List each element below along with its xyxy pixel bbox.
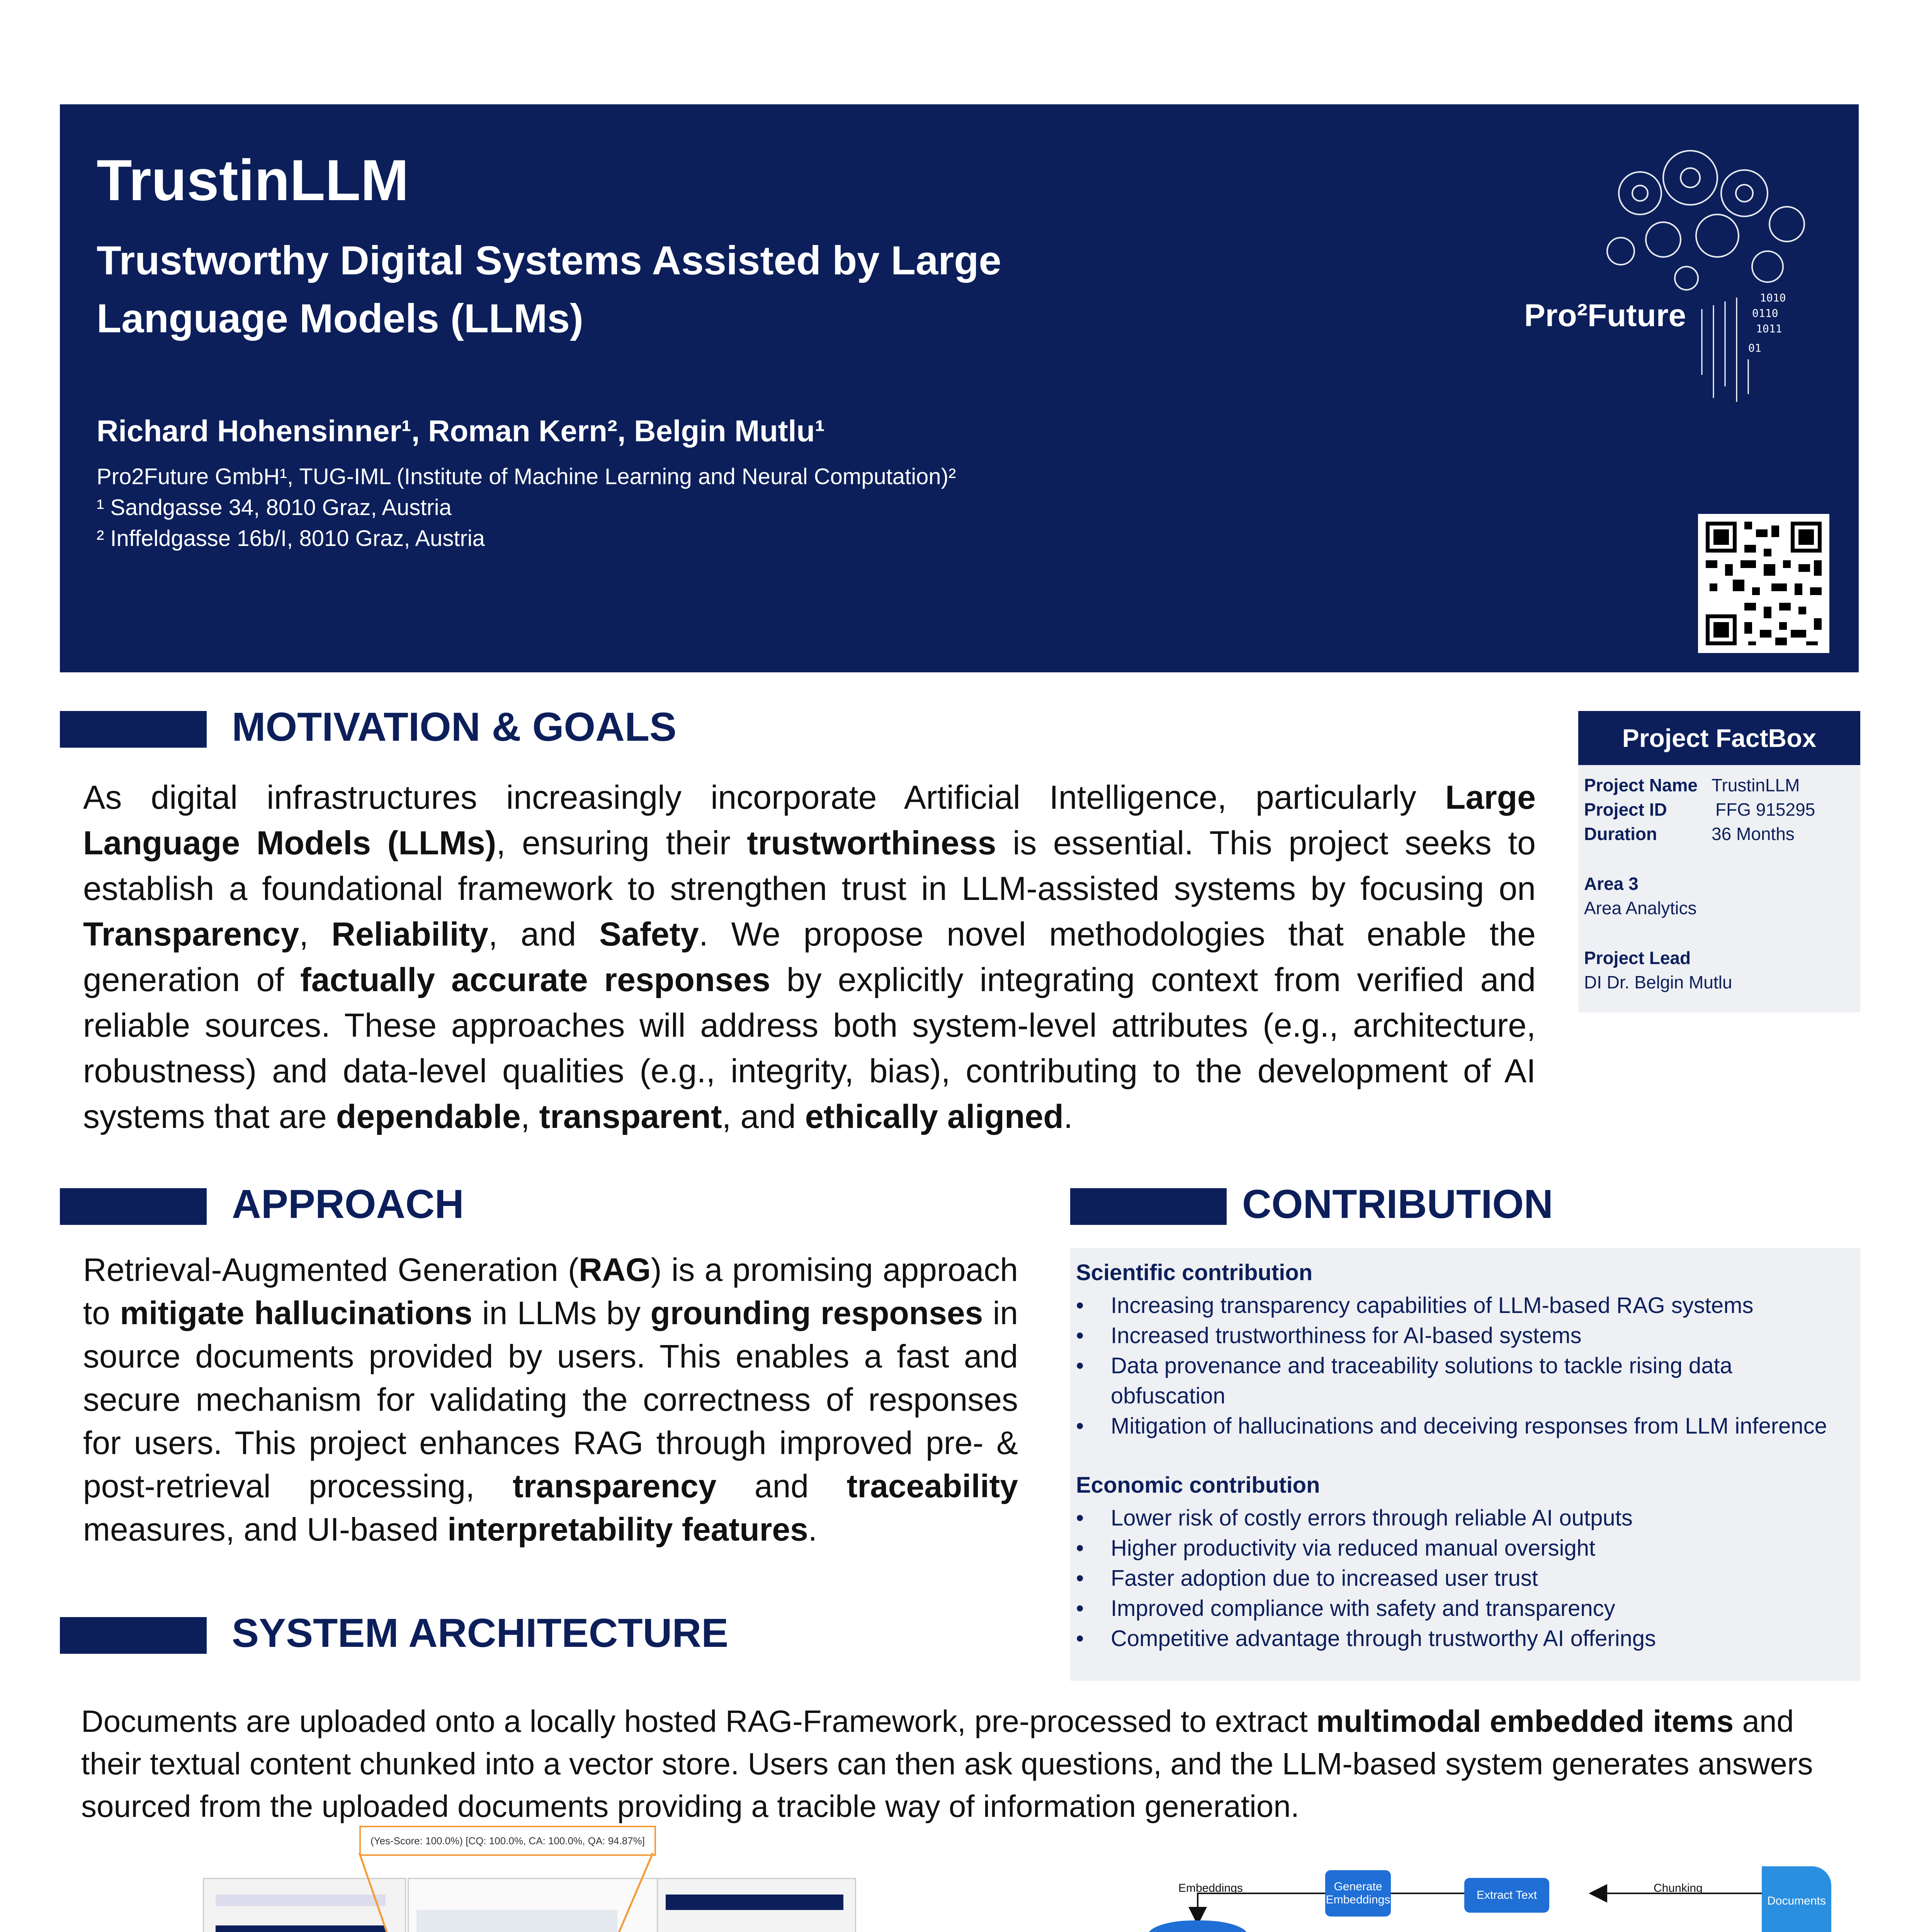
label-embeddings: Embeddings: [1178, 1882, 1243, 1895]
factbox-label: Project ID: [1584, 799, 1667, 820]
section-title-contribution: CONTRIBUTION: [1242, 1182, 1553, 1227]
factbox-label: Project Name: [1584, 775, 1698, 795]
economic-heading: Economic contribution: [1076, 1473, 1320, 1498]
node-documents: Documents: [1762, 1866, 1831, 1932]
factbox-label: Duration: [1584, 824, 1657, 844]
list-item: • Higher productivity via reduced manual oversight: [1076, 1536, 1596, 1561]
economic-list: [1076, 1503, 1845, 1654]
score-badge: (Yes-Score: 100.0%) [CQ: 100.0%, CA: 100.0%, QA: 94.87%]: [359, 1826, 656, 1856]
address-line-2: ² Inffeldgasse 16b/I, 8010 Graz, Austria: [97, 526, 485, 551]
factbox-value: Area Analytics: [1584, 898, 1697, 918]
scientific-list: [1076, 1291, 1845, 1441]
svg-text:1011: 1011: [1756, 322, 1782, 335]
list-item: • Faster adoption due to increased user trust: [1076, 1566, 1538, 1591]
project-factbox: [1578, 711, 1860, 1012]
poster-title: TrustinLLM: [97, 148, 409, 213]
section-title-architecture: SYSTEM ARCHITECTURE: [232, 1611, 729, 1656]
affiliation-line: Pro2Future GmbH¹, TUG-IML (Institute of Machine Learning and Neural Computation)²: [97, 464, 956, 489]
scientific-heading: Scientific contribution: [1076, 1260, 1313, 1285]
architecture-diagram: [1051, 1839, 1858, 1932]
brain-gears-logo-icon: [1586, 135, 1826, 406]
factbox-label: Project Lead: [1584, 948, 1691, 968]
pro2future-logo-text: Pro²Future: [1524, 298, 1686, 333]
factbox-value: 36 Months: [1712, 824, 1795, 844]
contribution-box: [1070, 1248, 1860, 1681]
list-item: • Mitigation of hallucinations and deceiving responses from LLM inference: [1076, 1413, 1827, 1439]
qr-code-icon[interactable]: [1698, 514, 1829, 653]
factbox-value: TrustinLLM: [1712, 775, 1800, 795]
list-item: • Improved compliance with safety and transparency: [1076, 1596, 1615, 1621]
section-title-approach: APPROACH: [232, 1182, 464, 1227]
section-bar-approach: [60, 1188, 207, 1225]
section-bar-contribution: [1070, 1188, 1227, 1225]
factbox-title: Project FactBox: [1578, 711, 1860, 765]
motivation-paragraph: As digital infrastructures increasingly incorporate Artificial Intelligence, particularly Large Language Models (LLMs), ensuring their trustworthiness is essential. This project seeks to establish a foundational framework to strengthen trust in LLM-assisted systems by focusing on Transparency, Reliability, and Safety. We propose novel methodologies that enable the generation of factually accurate responses by explicitly integrating context from verified and reliable sources. These approaches will address both system-level attributes (e.g., architecture, robustness) and data-level qualities (e.g., integrity, bias), contributing to the development of AI systems that are dependable, transparent, and ethically aligned.: [83, 779, 1536, 1135]
ui-screenshot-collage: [166, 1820, 962, 1932]
node-extract-text: Extract Text: [1464, 1878, 1549, 1913]
svg-text:1010: 1010: [1760, 291, 1786, 304]
list-item: • Lower risk of costly errors through reliable AI outputs: [1076, 1505, 1633, 1531]
section-title-motivation: MOTIVATION & GOALS: [232, 704, 677, 750]
factbox-label: Area 3: [1584, 874, 1639, 894]
poster-subtitle: Trustworthy Digital Systems Assisted by Large Language Models (LLMs): [97, 238, 1001, 341]
section-bar-architecture: [60, 1617, 207, 1654]
svg-text:0110: 0110: [1752, 307, 1778, 320]
list-item: • Data provenance and traceability solutions to tackle rising data obfuscation: [1076, 1353, 1732, 1408]
svg-text:01: 01: [1748, 342, 1761, 354]
section-bar-motivation: [60, 711, 207, 748]
list-item: • Competitive advantage through trustworthy AI offerings: [1076, 1626, 1656, 1651]
factbox-value: DI Dr. Belgin Mutlu: [1584, 972, 1732, 992]
label-chunking: Chunking: [1654, 1882, 1703, 1895]
architecture-paragraph: Documents are uploaded onto a locally hosted RAG-Framework, pre-processed to extract multimodal embedded items and their textual content chunked into a vector store. Users can then ask questions, and the LLM-based system generates answers sourced from the uploaded documents providing a tracible way of information generation.: [81, 1704, 1813, 1823]
poster-header: [60, 104, 1859, 672]
list-item: • Increased trustworthiness for AI-based systems: [1076, 1323, 1582, 1348]
diagram-arrows: [1051, 1839, 1858, 1932]
node-generate-embeddings: Generate Embeddings: [1325, 1870, 1391, 1917]
address-line-1: ¹ Sandgasse 34, 8010 Graz, Austria: [97, 495, 452, 520]
factbox-value: FFG 915295: [1715, 799, 1815, 820]
highlight-connectors: [166, 1820, 962, 1932]
list-item: • Increasing transparency capabilities of LLM-based RAG systems: [1076, 1293, 1754, 1318]
author-list: Richard Hohensinner¹, Roman Kern², Belgin Mutlu¹: [97, 414, 825, 448]
approach-paragraph: Retrieval-Augmented Generation (RAG) is a promising approach to mitigate hallucinations in LLMs by grounding responses in source documents provided by users. This enables a fast and secure mechanism for validating the correctness of responses for users. This project enhances RAG through improved pre- & post-retrieval processing, transparency and traceability measures, and UI-based interpretability features.: [83, 1252, 1018, 1548]
